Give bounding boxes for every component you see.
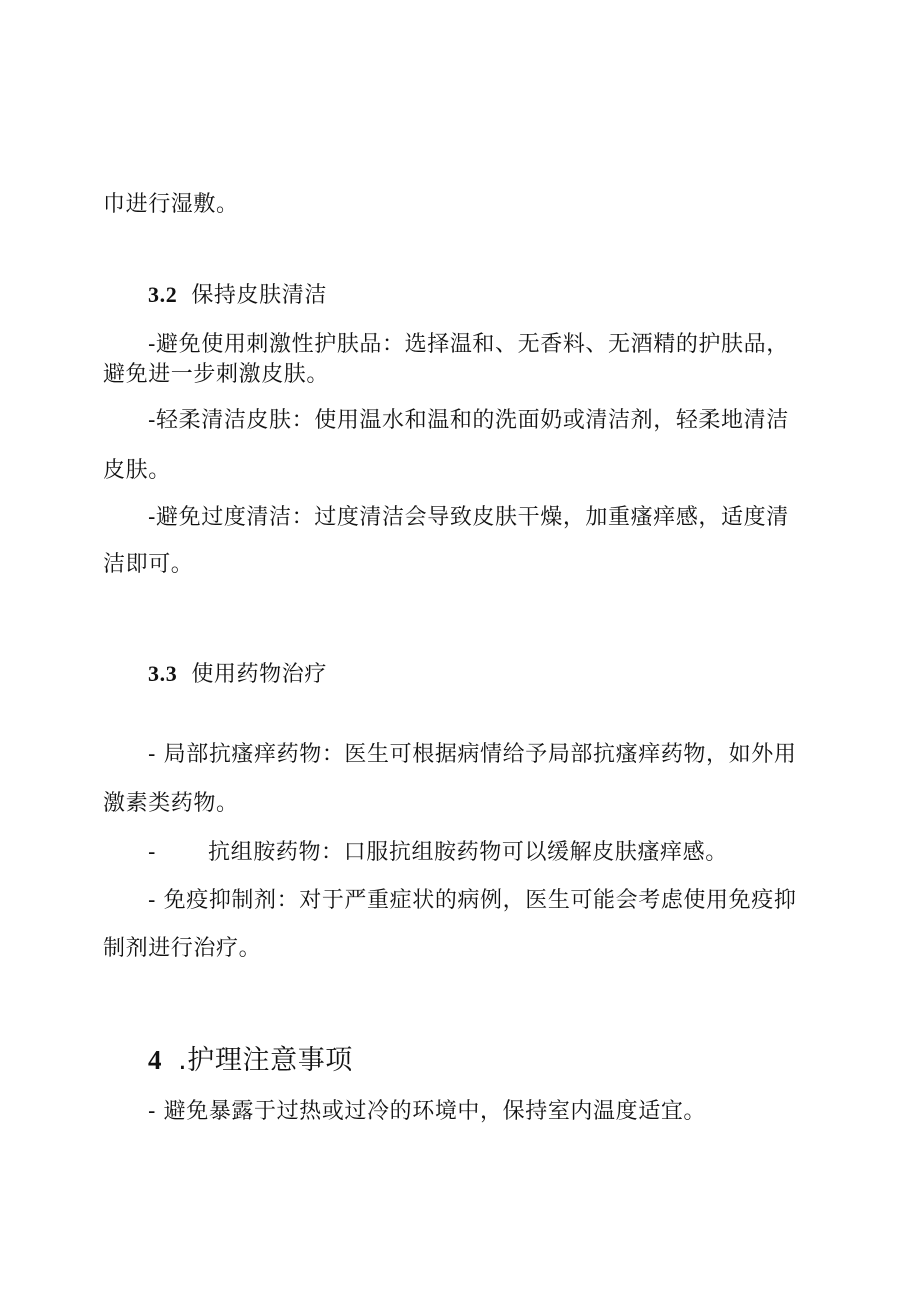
section-3-3-heading xyxy=(148,659,327,690)
paragraph-line: - 避免暴露于过热或过冷的环境中，保持室内温度适宜。 xyxy=(148,1099,707,1124)
section-number: 3.2 xyxy=(148,282,178,307)
paragraph-line: -避免使用刺激性护肤品：选择温和、无香料、无酒精的护肤品， xyxy=(148,332,789,357)
paragraph-line: 激素类药物。 xyxy=(103,791,239,816)
section-4-heading xyxy=(148,1042,353,1079)
paragraph-line: - 免疫抑制剂：对于严重症状的病例，医生可能会考虑使用免疫抑 xyxy=(148,888,797,913)
section-number: 3.3 xyxy=(148,661,178,686)
intro-line: 巾进行湿敷。 xyxy=(103,192,239,217)
section-number: 4 xyxy=(148,1045,163,1075)
paragraph-line: 皮肤。 xyxy=(103,458,171,483)
paragraph-line: 洁即可。 xyxy=(103,552,194,577)
paragraph-line: 避免进一步刺激皮肤。 xyxy=(103,362,330,387)
section-title: .护理注意事项 xyxy=(178,1045,353,1076)
list-dash: - xyxy=(148,840,157,865)
paragraph-line: - 局部抗瘙痒药物：医生可根据病情给予局部抗瘙痒药物，如外用 xyxy=(148,742,797,767)
paragraph-line: 制剂进行治疗。 xyxy=(103,936,262,961)
section-title: 保持皮肤清洁 xyxy=(191,283,327,308)
section-title: 使用药物治疗 xyxy=(191,662,327,687)
paragraph-line: -避免过度清洁：过度清洁会导致皮肤干燥，加重瘙痒感，适度清 xyxy=(148,505,789,530)
list-text: 抗组胺药物：口服抗组胺药物可以缓解皮肤瘙痒感。 xyxy=(208,840,728,865)
paragraph-line xyxy=(148,838,728,868)
paragraph-line: -轻柔清洁皮肤：使用温水和温和的洗面奶或清洁剂，轻柔地清洁 xyxy=(148,408,789,433)
section-3-2-heading xyxy=(148,280,327,311)
